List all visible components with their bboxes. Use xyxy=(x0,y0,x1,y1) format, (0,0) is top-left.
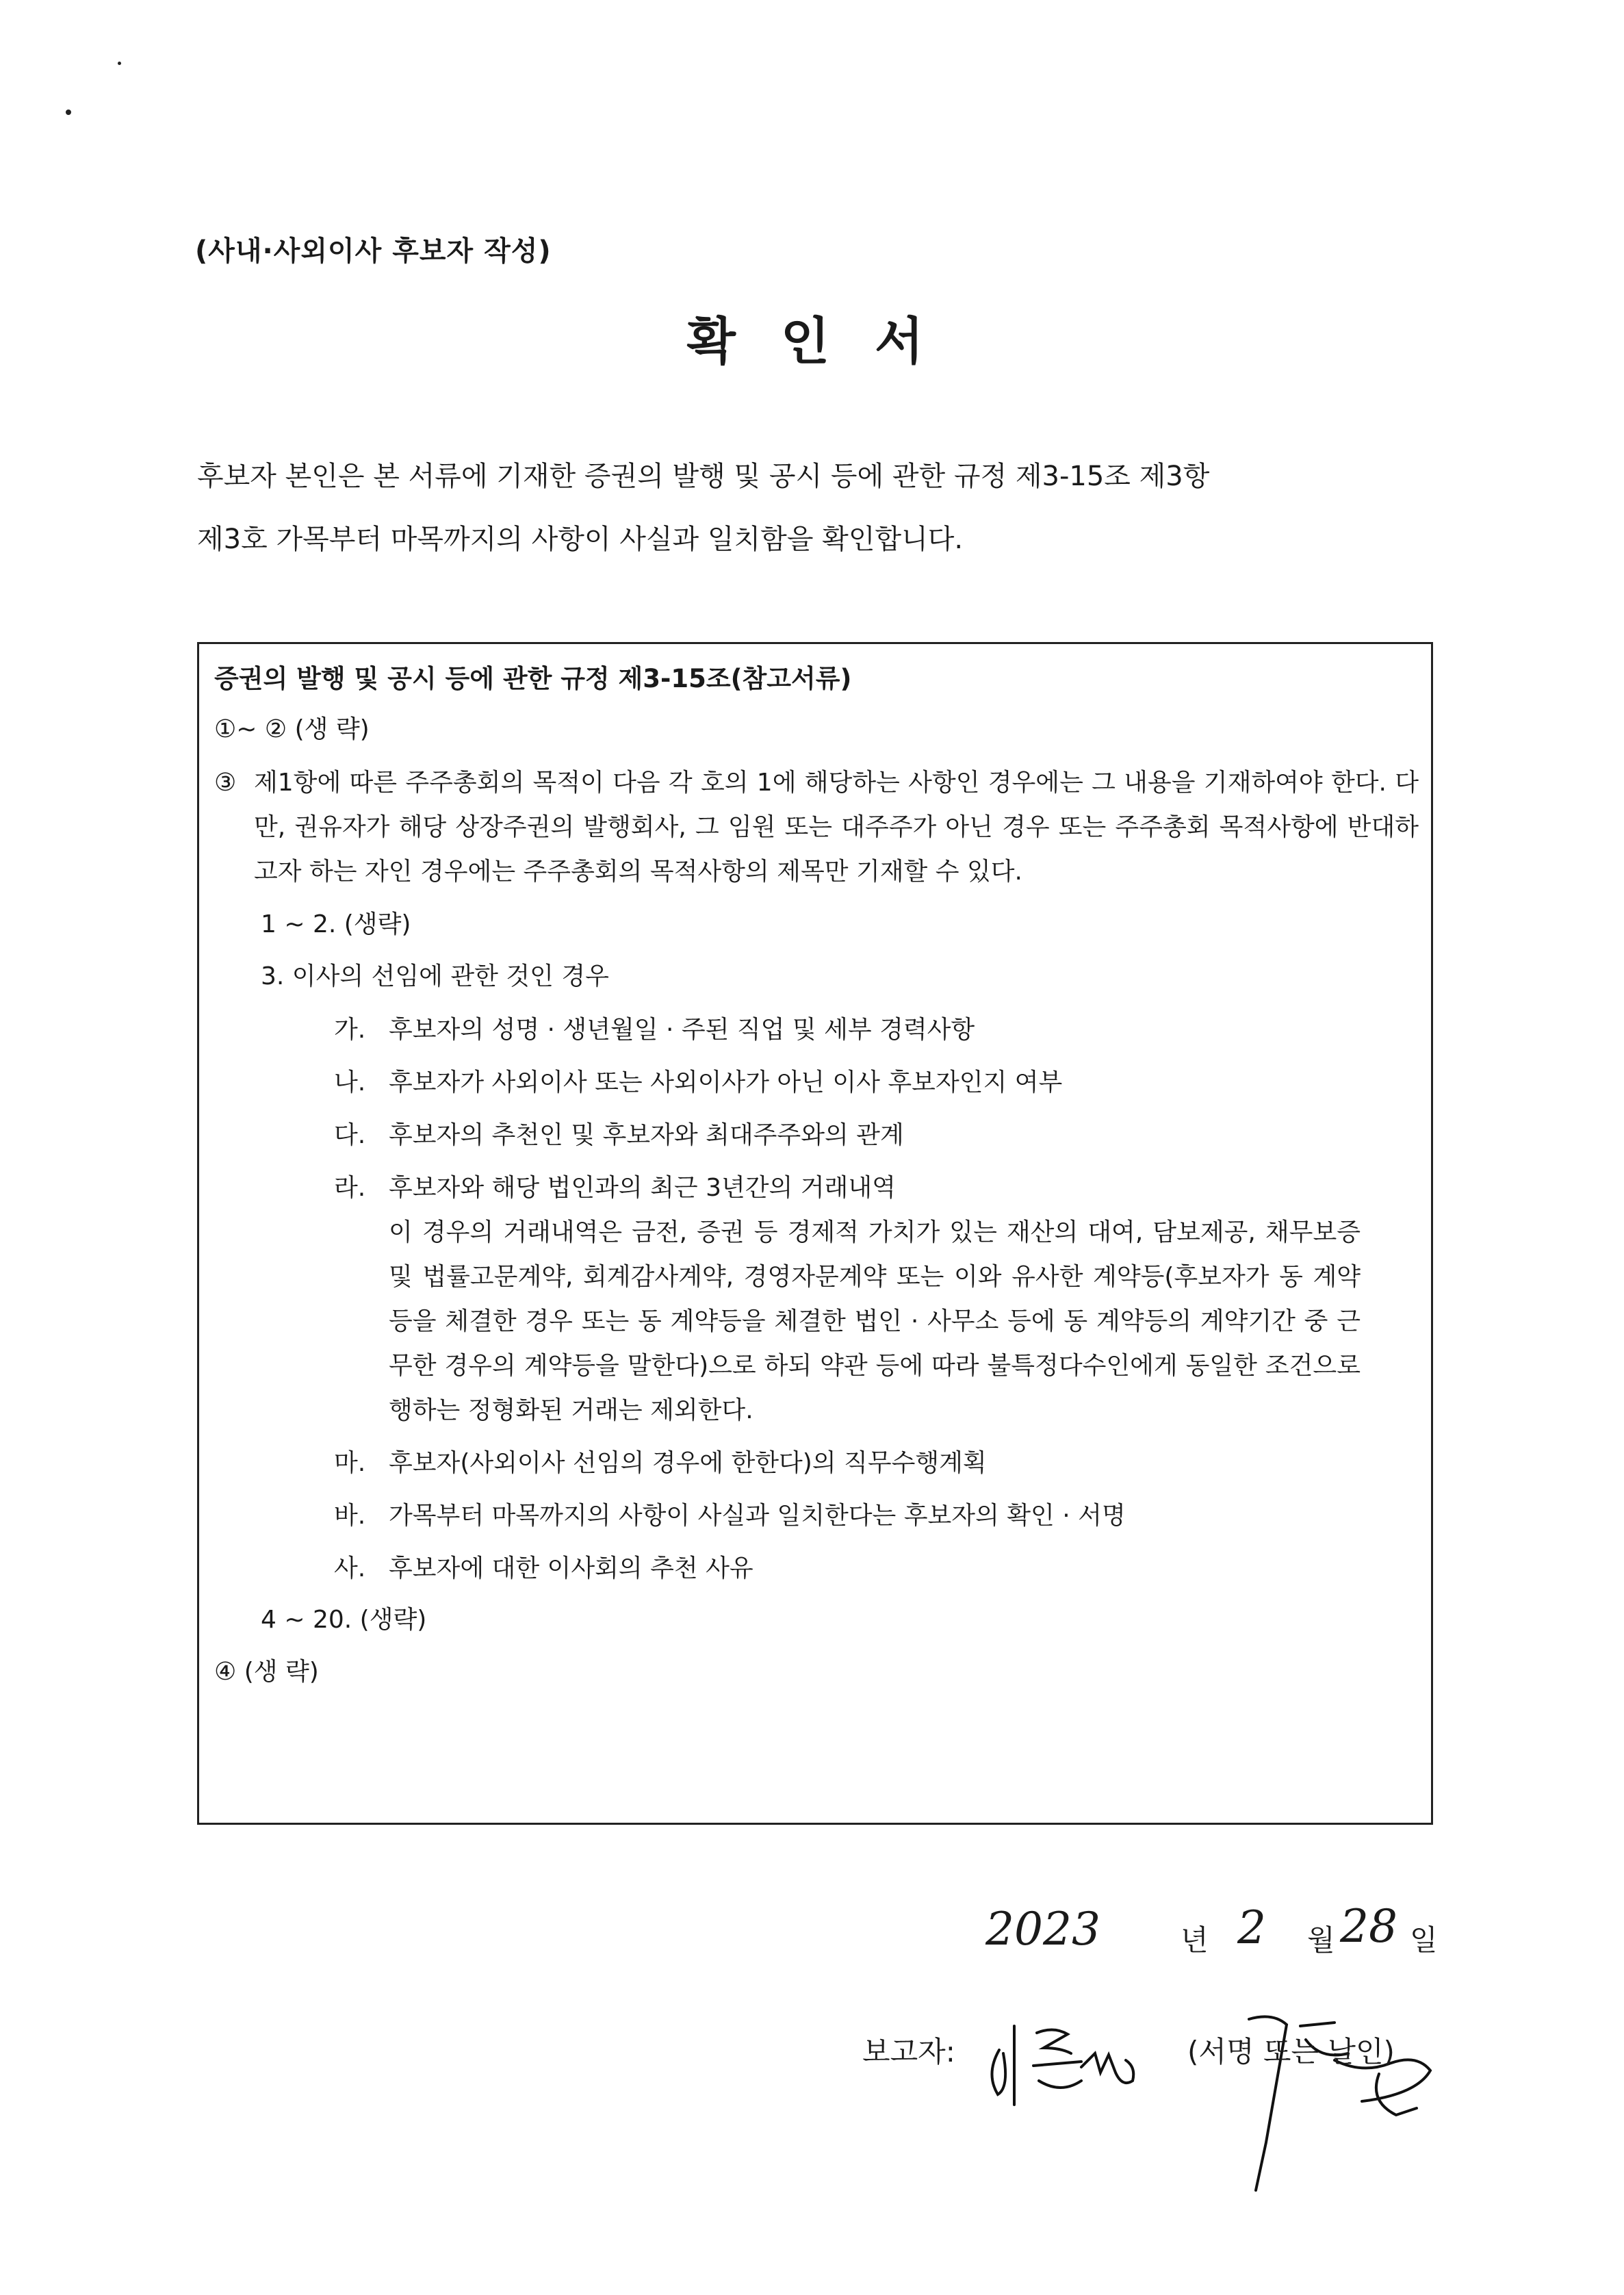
signature-date xyxy=(985,1889,1451,1964)
regulation-heading: 증권의 발행 및 공시 등에 관한 규정 제3-15조(참고서류) xyxy=(214,664,852,693)
list-item xyxy=(334,1166,1419,1433)
list-item xyxy=(334,1113,1419,1157)
list-item-text: 후보자가 사외이사 또는 사외이사가 아닌 이사 후보자인지 여부 xyxy=(389,1068,1063,1097)
item-3-text: 제1항에 따른 주주총회의 목적이 다음 각 호의 1에 해당하는 사항인 경우에는 그 내용을 기재하여야 한다. 다만, 권유자가 해당 상장주권의 발행회사, 그 임원 또는 대주주가 아닌 경우 또는 주주총회 목적사항에 반대하고자 하는 자인 경우에는 주주총회의 목적사항의 제목만 기재할 수 있다. xyxy=(254,769,1419,886)
date-day: 28 xyxy=(1340,1900,1397,1953)
list-item-text: 가목부터 마목까지의 사항이 사실과 일치한다는 후보자의 확인 · 서명 xyxy=(389,1502,1126,1530)
sub-item-3-list xyxy=(214,1008,1419,1591)
list-item-text: 후보자에 대한 이사회의 추천 사유 xyxy=(389,1554,753,1582)
list-item-mark: 나. xyxy=(334,1068,366,1097)
list-item xyxy=(334,1008,1419,1052)
list-item-text: 후보자와 해당 법인과의 최근 3년간의 거래내역 xyxy=(389,1174,896,1202)
date-month: 2 xyxy=(1237,1901,1266,1954)
regulation-content xyxy=(214,658,1419,1703)
date-day-unit: 일 xyxy=(1410,1923,1438,1957)
list-item-text: 후보자의 성명 · 생년월일 · 주된 직업 및 세부 경력사항 xyxy=(389,1016,975,1044)
date-year: 2023 xyxy=(985,1903,1100,1956)
statement-line-1: 후보자 본인은 본 서류에 기재한 증권의 발행 및 공시 등에 관한 규정 제3-15조 제3항 xyxy=(197,461,1210,492)
scan-speck xyxy=(66,110,71,115)
sign-or-seal-note: (서명 또는 날인) xyxy=(1187,2035,1395,2068)
list-item-mark: 바. xyxy=(334,1502,366,1530)
reporter-label: 보고자: xyxy=(862,2035,955,2068)
regulation-item-3 xyxy=(214,760,1419,894)
list-item xyxy=(334,1493,1419,1538)
confirmation-statement xyxy=(197,445,1443,571)
list-item xyxy=(334,1441,1419,1485)
sub-item-3: 3. 이사의 선임에 관한 것인 경우 xyxy=(261,962,609,990)
statement-line-2: 제3호 가목부터 마목까지의 사항이 사실과 일치함을 확인합니다. xyxy=(197,524,964,555)
list-item-detail: 이 경우의 거래내역은 금전, 증권 등 경제적 가치가 있는 재산의 대여, 담보제공, 채무보증 및 법률고문계약, 회계감사계약, 경영자문계약 또는 이와 유사한 계약등(후보자가 동 계약등을 체결한 경우 또는 동 계약등을 체결한 법인 · 사무소 등에 동 계약등의 계약기간 중 근무한 경우의 계약등을 말한다)으로 하되 약관 등에 따라 불특정다수인에게 동일한 조건으로 행하는 정형화된 거래는 제외한다. xyxy=(389,1218,1361,1424)
list-item-text: 후보자(사외이사 선임의 경우에 한한다)의 직무수행계획 xyxy=(389,1449,987,1477)
handwritten-signature xyxy=(979,1985,1471,2204)
sub-item-1-2: 1 ~ 2. (생략) xyxy=(261,910,411,938)
list-item-mark: 가. xyxy=(334,1016,366,1044)
regulation-box xyxy=(197,642,1433,1825)
list-item-mark: 라. xyxy=(334,1174,366,1202)
list-item-mark: 사. xyxy=(334,1554,366,1582)
document-subtitle: (사내·사외이사 후보자 작성) xyxy=(195,235,552,267)
date-month-unit: 월 xyxy=(1307,1923,1335,1957)
list-item-mark: 마. xyxy=(334,1449,366,1477)
scan-speck xyxy=(118,62,121,65)
regulation-item-1-2: ①~ ② (생 략) xyxy=(214,715,370,743)
list-item-body xyxy=(389,1166,1419,1433)
regulation-item-4: ④ (생 략) xyxy=(214,1658,319,1686)
item-3-number: ③ xyxy=(214,769,237,797)
date-year-unit: 년 xyxy=(1181,1923,1209,1957)
list-item-mark: 다. xyxy=(334,1121,366,1149)
list-item xyxy=(334,1060,1419,1105)
list-item xyxy=(334,1546,1419,1591)
sub-item-4-20: 4 ~ 20. (생략) xyxy=(261,1606,427,1634)
list-item-text: 후보자의 추천인 및 후보자와 최대주주와의 관계 xyxy=(389,1121,904,1149)
document-title: 확 인 서 xyxy=(686,312,938,371)
